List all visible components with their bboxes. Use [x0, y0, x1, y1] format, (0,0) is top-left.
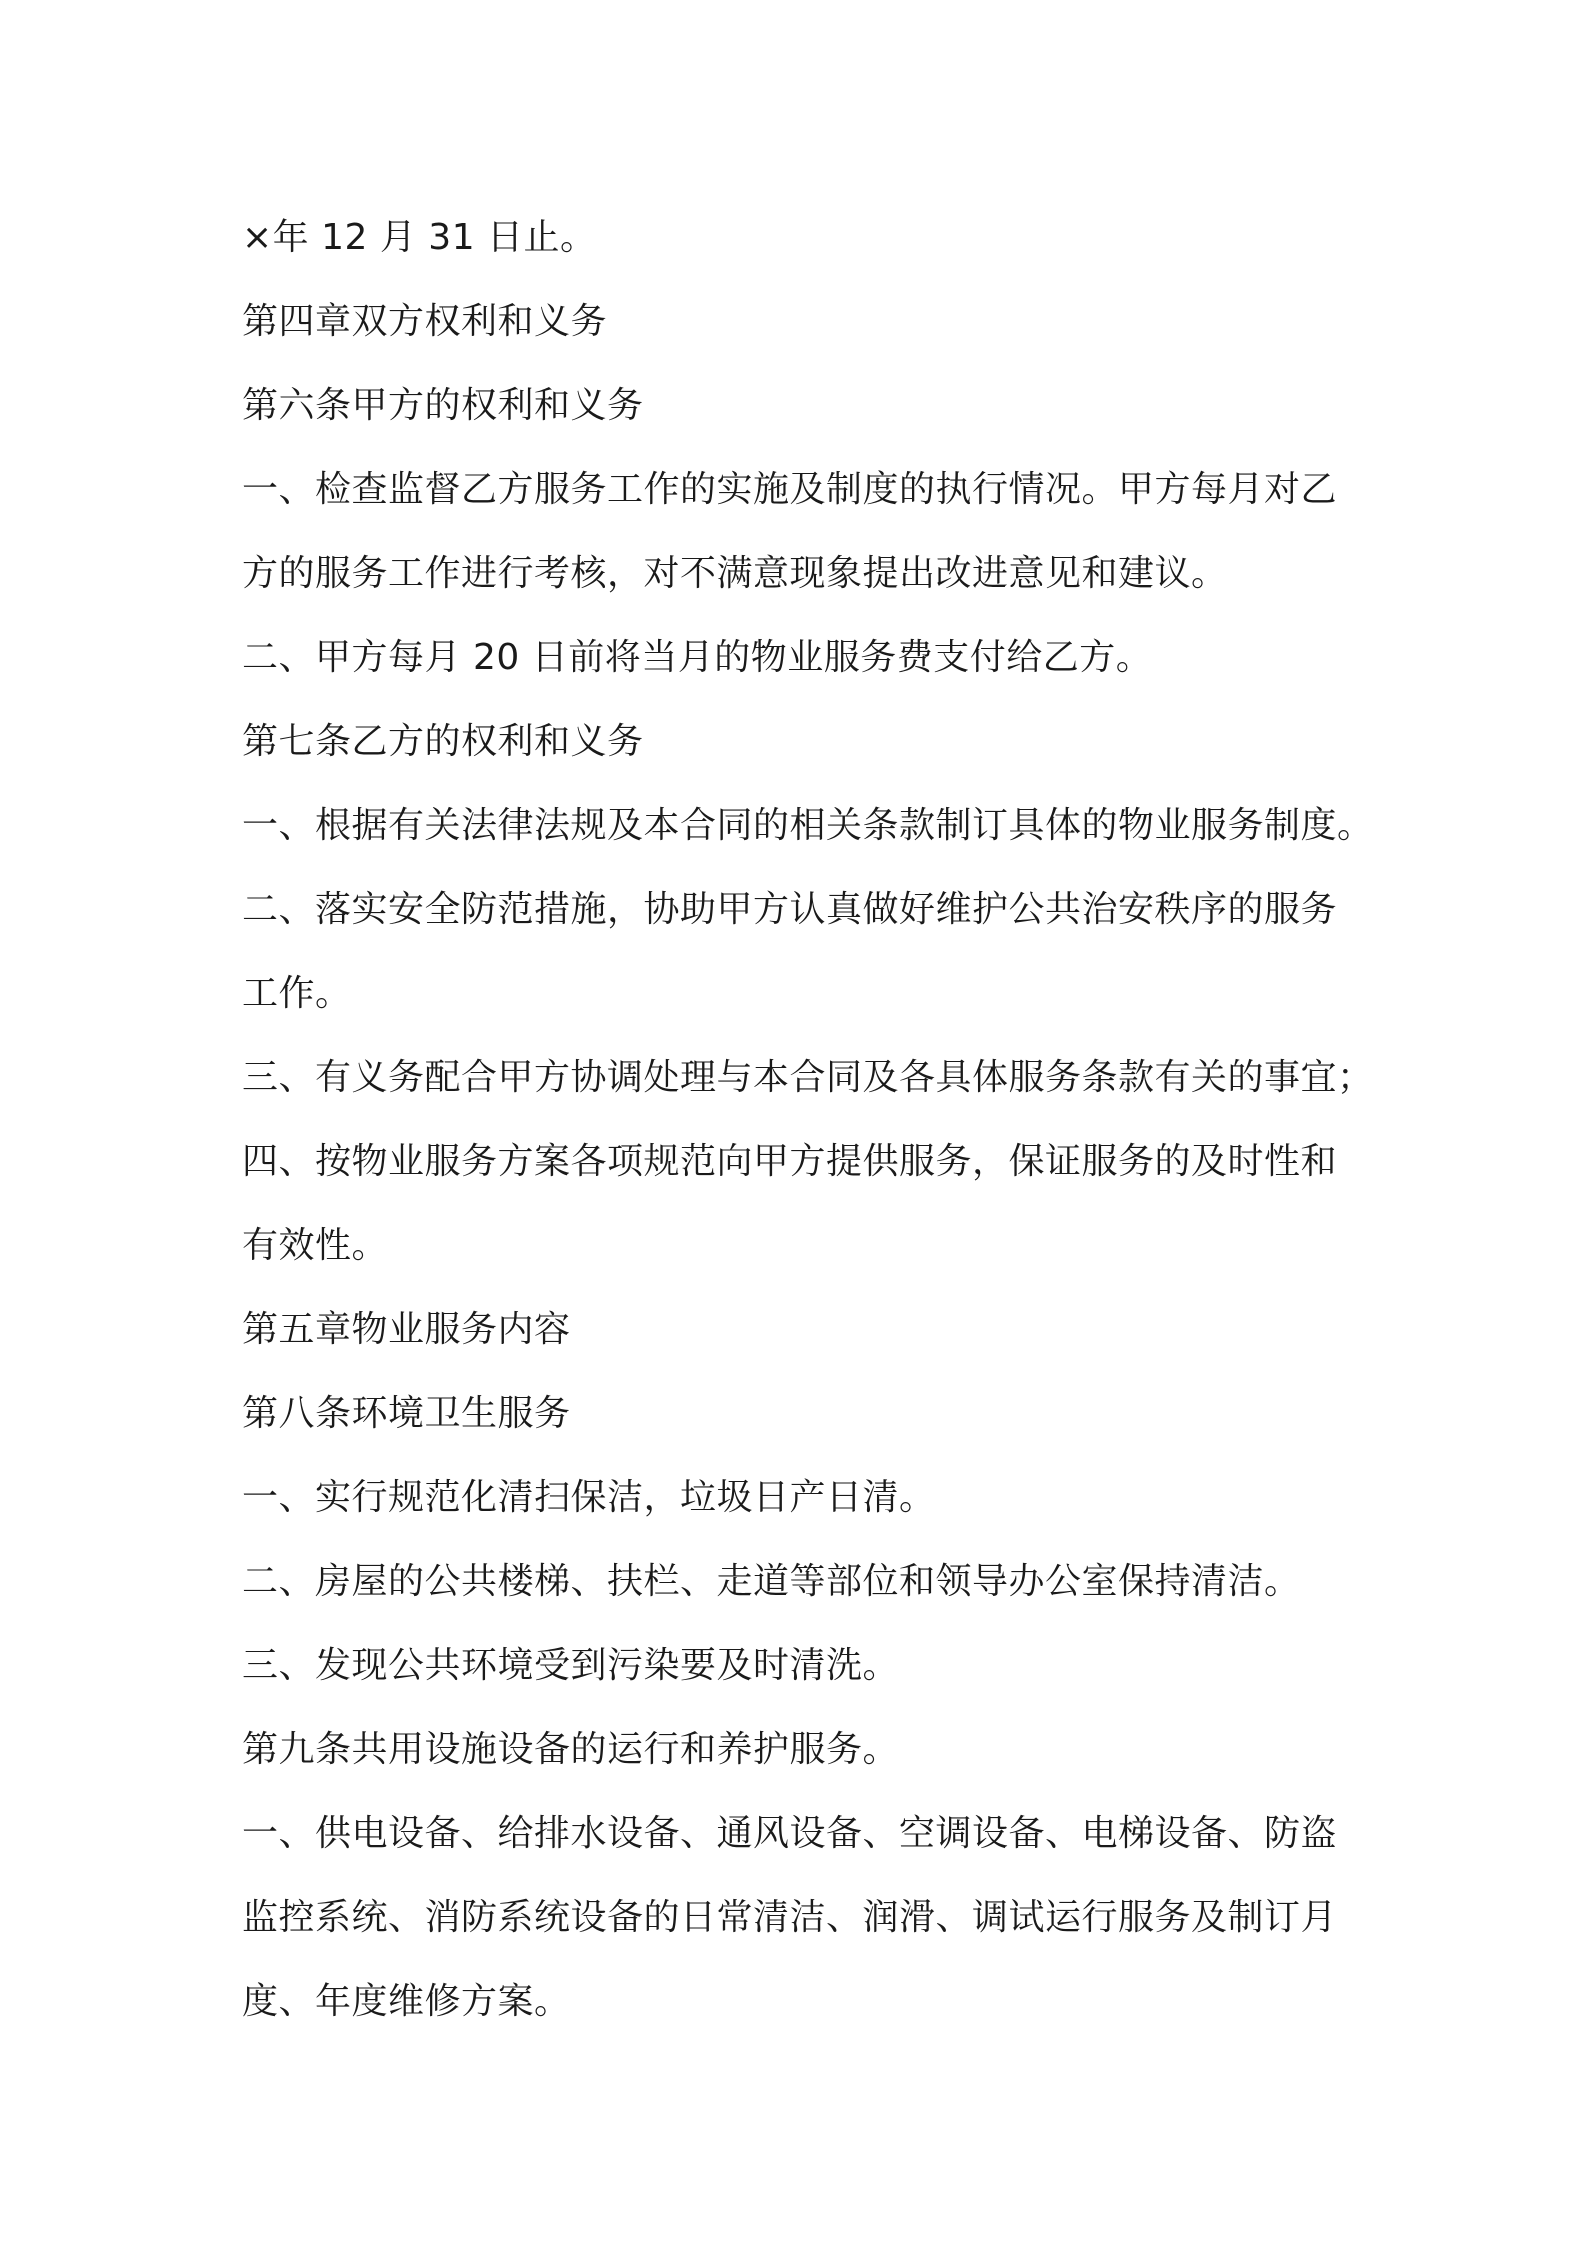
article-heading-7: 第七条乙方的权利和义务 [242, 721, 644, 762]
document-body [242, 196, 1382, 2044]
paragraph-line: 有效性。 [242, 1225, 389, 1266]
chapter-heading-5: 第五章物业服务内容 [242, 1309, 571, 1350]
paragraph-line: 一、实行规范化清扫保洁，垃圾日产日清。 [242, 1477, 936, 1518]
article-heading-6: 第六条甲方的权利和义务 [242, 385, 644, 426]
chapter-heading-4: 第四章双方权利和义务 [242, 301, 608, 342]
paragraph-line: 二、房屋的公共楼梯、扶栏、走道等部位和领导办公室保持清洁。 [242, 1561, 1301, 1602]
text-line-term-end: ×年 12 月 31 日止。 [242, 217, 597, 258]
paragraph-line: 监控系统、消防系统设备的日常清洁、润滑、调试运行服务及制订月 [242, 1897, 1338, 1938]
paragraph-line: 三、发现公共环境受到污染要及时清洗。 [242, 1645, 900, 1686]
paragraph-line: 度、年度维修方案。 [242, 1981, 571, 2022]
article-heading-9: 第九条共用设施设备的运行和养护服务。 [242, 1729, 900, 1770]
article-heading-8: 第八条环境卫生服务 [242, 1393, 571, 1434]
paragraph-line: 三、有义务配合甲方协调处理与本合同及各具体服务条款有关的事宜； [242, 1057, 1374, 1098]
paragraph-line: 一、供电设备、给排水设备、通风设备、空调设备、电梯设备、防盗 [242, 1813, 1338, 1854]
paragraph-line: 二、甲方每月 20 日前将当月的物业服务费支付给乙方。 [242, 637, 1153, 678]
paragraph-line: 一、根据有关法律法规及本合同的相关条款制订具体的物业服务制度。 [242, 805, 1374, 846]
paragraph-line: 一、检查监督乙方服务工作的实施及制度的执行情况。甲方每月对乙 [242, 469, 1338, 510]
paragraph-line: 工作。 [242, 973, 352, 1014]
paragraph-line: 方的服务工作进行考核，对不满意现象提出改进意见和建议。 [242, 553, 1228, 594]
paragraph-line: 二、落实安全防范措施，协助甲方认真做好维护公共治安秩序的服务 [242, 889, 1338, 930]
paragraph-line: 四、按物业服务方案各项规范向甲方提供服务，保证服务的及时性和 [242, 1141, 1338, 1182]
